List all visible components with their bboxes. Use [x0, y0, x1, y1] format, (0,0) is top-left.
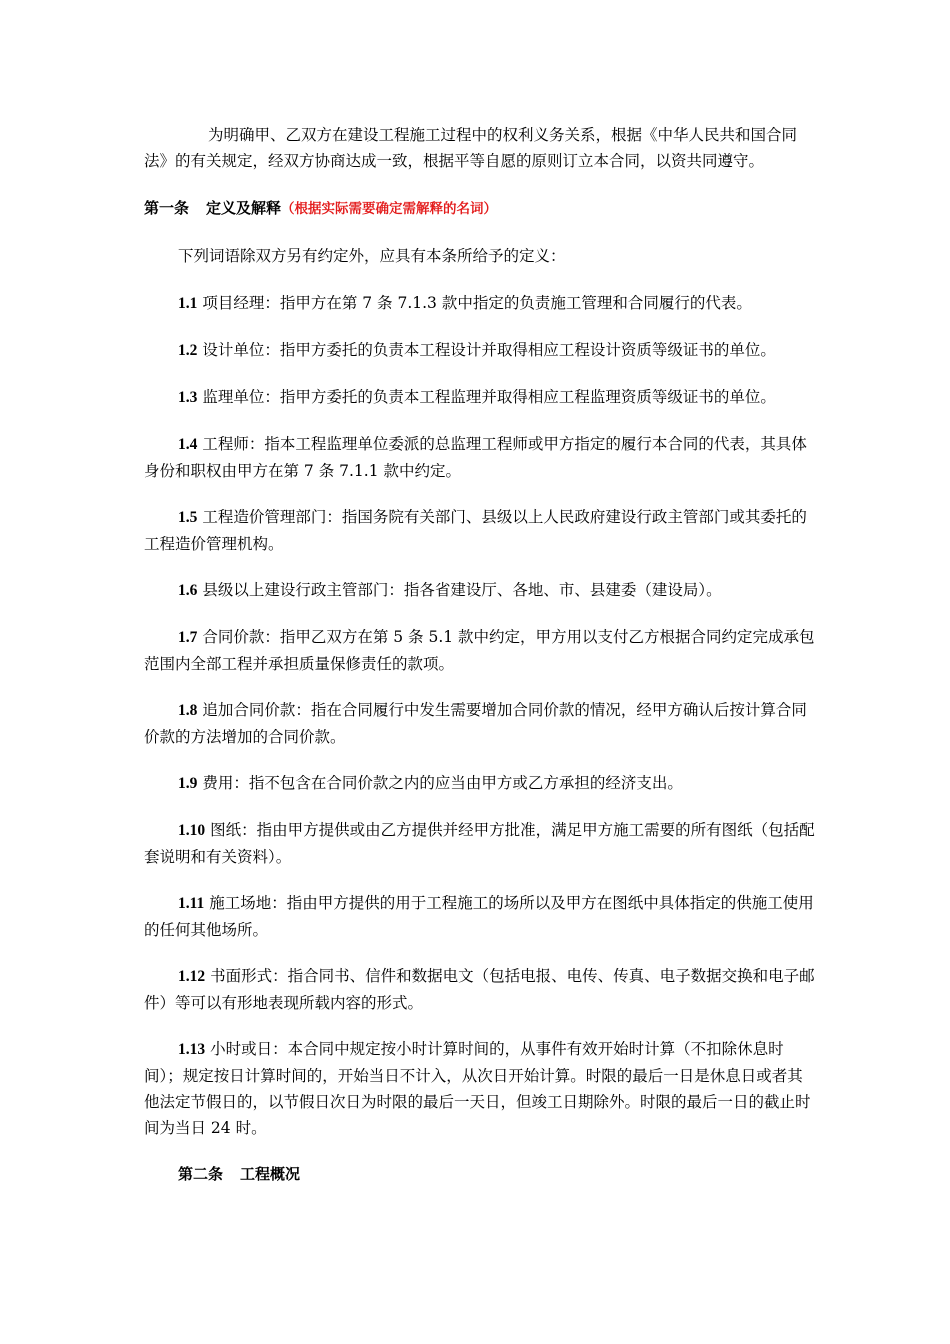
definition-number: 1.12: [178, 968, 206, 985]
definition-item: [144, 577, 816, 604]
definition-item: [144, 963, 816, 1016]
definition-text: 追加合同价款：指在合同履行中发生需要增加合同价款的情况，经甲方确认后按计算合同价款的方法增加的合同价款。: [144, 701, 807, 746]
definition-text: 监理单位：指甲方委托的负责本工程监理并取得相应工程监理资质等级证书的单位。: [202, 388, 776, 406]
definition-number: 1.6: [178, 582, 198, 599]
definition-item: [144, 624, 816, 677]
definition-text: 工程造价管理部门：指国务院有关部门、县级以上人民政府建设行政主管部门或其委托的工程造价管理机构。: [144, 508, 807, 553]
definition-text: 施工场地：指由甲方提供的用于工程施工的场所以及甲方在图纸中具体指定的供施工使用的任何其他场所。: [144, 894, 814, 939]
article-1-title: 定义及解释: [206, 199, 282, 217]
definition-text: 小时或日：本合同中规定按小时计算时间的，从事件有效开始时计算（不扣除休息时间）；规定按日计算时间的，开始当日不计入，从次日开始计算。时限的最后一日是休息日或者其他法定节假日的，以节假日次日为时限的最后一天日，但竣工日期除外。时限的最后一日的截止时间为当日 24 时。: [144, 1040, 811, 1137]
definition-item: [144, 817, 816, 870]
definition-number: 1.3: [178, 389, 198, 406]
definition-text: 合同价款：指甲乙双方在第 5 条 5.1 款中约定，甲方用以支付乙方根据合同约定完成承包范围内全部工程并承担质量保修责任的款项。: [144, 628, 815, 673]
definition-item: [144, 770, 816, 797]
definition-text: 图纸：指由甲方提供或由乙方提供并经甲方批准，满足甲方施工需要的所有图纸（包括配套说明和有关资料）。: [144, 821, 815, 866]
article-1-lead: 下列词语除双方另有约定外，应具有本条所给予的定义：: [178, 247, 566, 265]
definition-item: [144, 384, 816, 411]
definition-text: 书面形式：指合同书、信件和数据电文（包括电报、电传、传真、电子数据交换和电子邮件）等可以有形地表现所载内容的形式。: [144, 967, 815, 1012]
definition-item: [144, 504, 816, 557]
definition-text: 项目经理：指甲方在第 7 条 7.1.3 款中指定的负责施工管理和合同履行的代表。: [202, 294, 752, 312]
intro-paragraph: 为明确甲、乙双方在建设工程施工过程中的权利义务关系，根据《中华人民共和国合同法》的有关规定，经双方协商达成一致，根据平等自愿的原则订立本合同，以资共同遵守。: [144, 126, 798, 170]
definition-number: 1.9: [178, 775, 198, 792]
definition-number: 1.10: [178, 822, 206, 839]
definition-item: [144, 290, 816, 317]
definition-number: 1.11: [178, 895, 205, 912]
definition-number: 1.4: [178, 436, 198, 453]
definition-item: [144, 337, 816, 364]
definition-text: 费用：指不包含在合同价款之内的应当由甲方或乙方承担的经济支出。: [202, 774, 683, 792]
definition-item: [144, 890, 816, 943]
definition-item: [144, 697, 816, 750]
definition-text: 县级以上建设行政主管部门：指各省建设厅、各地、市、县建委（建设局）。: [202, 581, 722, 599]
article-2-title: 工程概况: [240, 1165, 301, 1183]
definition-number: 1.5: [178, 509, 198, 526]
article-2-heading: [144, 1161, 816, 1187]
definition-number: 1.8: [178, 702, 198, 719]
article-1-heading: [144, 195, 816, 222]
definition-item: [144, 1036, 816, 1141]
definition-number: 1.2: [178, 342, 198, 359]
article-2-number: 第二条: [178, 1165, 224, 1183]
definition-number: 1.7: [178, 629, 198, 646]
definition-item: [144, 431, 816, 484]
document-page: [144, 122, 816, 1187]
definition-number: 1.13: [178, 1041, 206, 1058]
definition-text: 工程师：指本工程监理单位委派的总监理工程师或甲方指定的履行本合同的代表，其具体身份和职权由甲方在第 7 条 7.1.1 款中约定。: [144, 435, 807, 480]
definition-text: 设计单位：指甲方委托的负责本工程设计并取得相应工程设计资质等级证书的单位。: [202, 341, 776, 359]
article-1-note: （根据实际需要确定需解释的名词）: [281, 201, 498, 217]
article-1-number: 第一条: [144, 199, 190, 217]
definition-number: 1.1: [178, 295, 198, 312]
